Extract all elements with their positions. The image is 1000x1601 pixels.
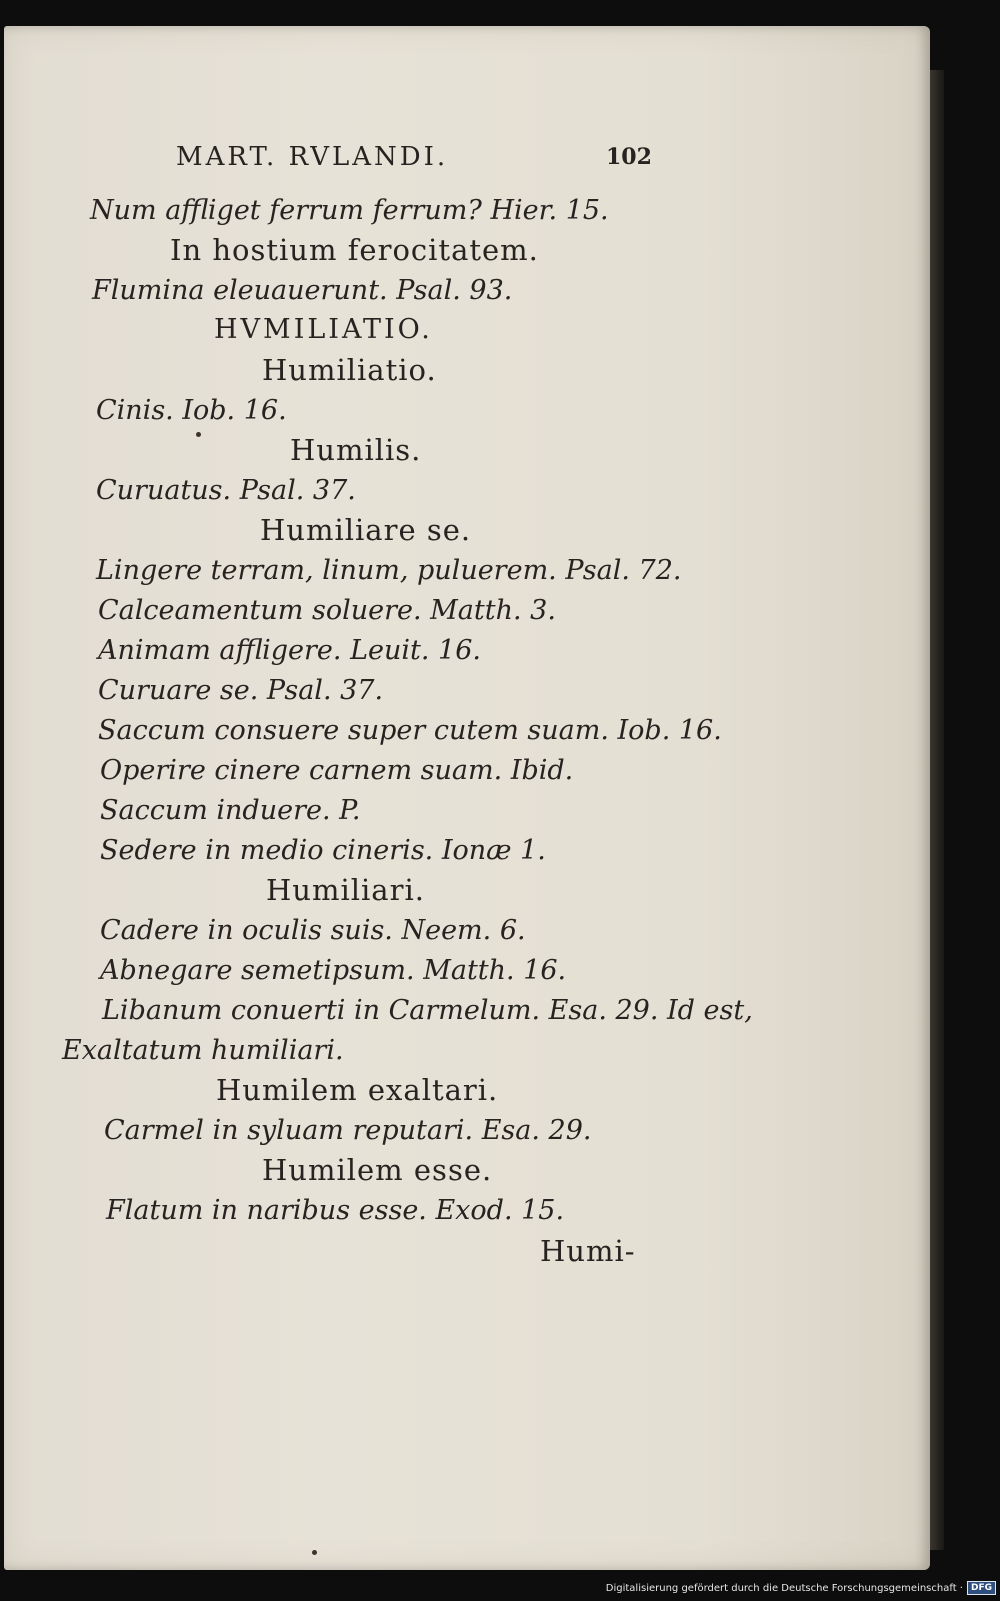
text-line: Saccum consuere super cutem suam. Iob. 16. (98, 715, 722, 746)
text-line: Cinis. Iob. 16. (96, 395, 287, 426)
text-line: Curuare se. Psal. 37. (98, 675, 384, 706)
page-number: 102 (606, 144, 652, 170)
dfg-logo: DFG (967, 1581, 996, 1595)
ink-speck (196, 432, 201, 437)
text-line: Carmel in syluam reputari. Esa. 29. (104, 1115, 592, 1146)
text-line: Operire cinere carnem suam. Ibid. (100, 755, 574, 786)
text-line: Libanum conuerti in Carmelum. Esa. 29. Id est, (102, 995, 753, 1026)
text-line: Sedere in medio cineris. Ionæ 1. (100, 835, 546, 866)
text-line: Num affliget ferrum ferrum? Hier. 15. (90, 195, 609, 226)
book-spine-edge (930, 70, 944, 1550)
ink-speck (312, 1550, 317, 1555)
text-line: Saccum induere. P. (100, 795, 361, 826)
text-line: Abnegare semetipsum. Matth. 16. (100, 955, 567, 986)
catchword: Humi- (540, 1234, 636, 1268)
section-heading: Humiliatio. (262, 353, 437, 387)
text-line: Exaltatum humiliari. (62, 1035, 344, 1066)
section-heading: Humilis. (290, 433, 422, 467)
text-line: Lingere terram, linum, puluerem. Psal. 72. (96, 555, 682, 586)
digitization-footer (606, 1581, 996, 1595)
section-heading: Humiliari. (266, 873, 425, 907)
text-line: Flumina eleuauerunt. Psal. 93. (92, 275, 513, 306)
section-heading: Humiliare se. (260, 513, 472, 547)
section-heading: Humilem exaltari. (216, 1073, 499, 1107)
section-heading: In hostium ferocitatem. (170, 233, 539, 267)
text-line: Curuatus. Psal. 37. (96, 475, 356, 506)
text-line: Calceamentum soluere. Matth. 3. (98, 595, 556, 626)
running-head: MART. RVLANDI. (176, 142, 449, 172)
text-line: Flatum in naribus esse. Exod. 15. (106, 1195, 565, 1226)
footer-text: Digitalisierung gefördert durch die Deutsche Forschungsgemeinschaft · (605, 1582, 963, 1594)
text-line: Animam affligere. Leuit. 16. (98, 635, 481, 666)
section-heading: Humilem esse. (262, 1153, 493, 1187)
chapter-heading: HVMILIATIO. (214, 314, 433, 345)
text-line: Cadere in oculis suis. Neem. 6. (100, 915, 526, 946)
